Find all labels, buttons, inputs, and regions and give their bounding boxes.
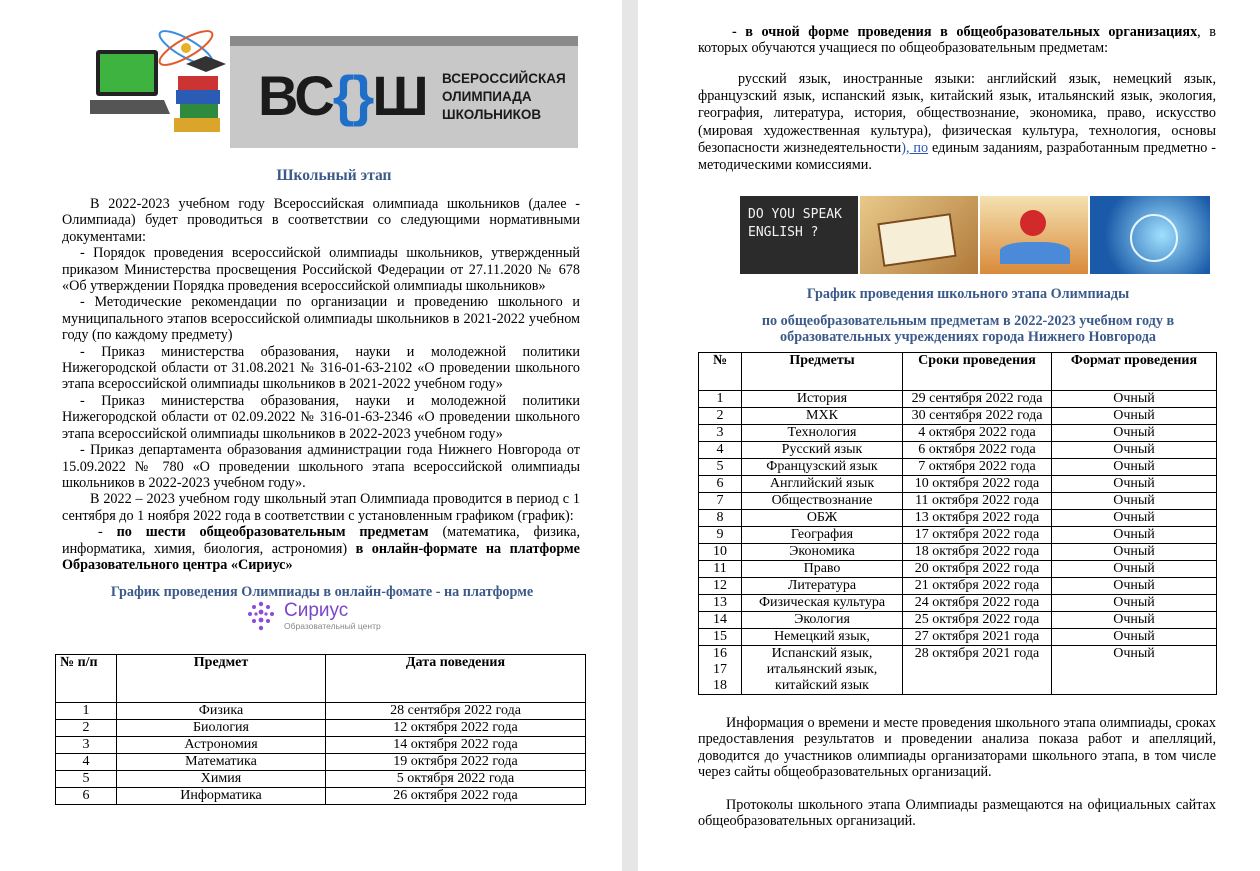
- table-row: [56, 703, 586, 720]
- table-row: [699, 425, 1217, 442]
- online-paragraph: [62, 524, 580, 573]
- online-dash: -: [98, 524, 117, 541]
- row-date: 28 октября 2021 года: [903, 646, 1052, 695]
- row-subjects-merged: [742, 646, 903, 695]
- row-date: 27 октября 2021 года: [903, 629, 1052, 646]
- row-format: Очный: [1052, 408, 1217, 425]
- table-row: [699, 459, 1217, 476]
- row-format: Очный: [1052, 425, 1217, 442]
- intro-paragraph: В 2022-2023 учебном году Всероссийская олимпиада школьников (далее - Олимпиада) будет проводиться в соответствии со следующими нормативными документами:: [62, 196, 580, 245]
- row-num: 3: [56, 737, 117, 754]
- row-num: 4: [699, 442, 742, 459]
- row-subject: Физика: [117, 703, 326, 720]
- document-page-1: [0, 0, 622, 871]
- row-subject: Химия: [117, 771, 326, 788]
- inperson-block: [698, 24, 1216, 175]
- sirius-dots-icon: [244, 600, 278, 632]
- row-date: 28 сентября 2022 года: [326, 703, 586, 720]
- row-num: 8: [699, 510, 742, 527]
- row-subject: Испанский язык,: [771, 646, 873, 661]
- row-num: 14: [699, 612, 742, 629]
- row-date: 14 октября 2022 года: [326, 737, 586, 754]
- sirius-name: Сириус: [284, 600, 349, 621]
- period-paragraph: В 2022 – 2023 учебном году школьный этап Олимпиада проводится в период с 1 сентября до 1 ноября 2022 года в соответствии с установленным графиком (график):: [62, 491, 580, 524]
- document-page-2: [638, 0, 1260, 871]
- row-num: 2: [56, 720, 117, 737]
- doc-item: - Приказ министерства образования, науки и молодежной политики Нижегородской области от 31.08.2021 № 316-01-63-2102 «О проведении школьного этапа всероссийской олимпиады школьников в 2021-2022 учебном году»: [62, 343, 580, 393]
- doc-item: - Порядок проведения всероссийской олимпиады школьников, утвержденный приказом Министерства просвещения Российской Федерации от 27.11.2020 № 678 «Об утверждении Порядка проведения всероссийской олимпиады школьников»: [62, 245, 580, 295]
- table-row: [56, 754, 586, 771]
- row-num: 6: [56, 788, 117, 805]
- row-date: 12 октября 2022 года: [326, 720, 586, 737]
- row-subject: Немецкий язык,: [742, 629, 903, 646]
- row-subject: Русский язык: [742, 442, 903, 459]
- row-subject: География: [742, 527, 903, 544]
- row-subject: МХК: [742, 408, 903, 425]
- row-subject: Обществознание: [742, 493, 903, 510]
- col-header-date: Дата поведения: [326, 655, 586, 703]
- table-row: [699, 408, 1217, 425]
- english-chalkboard-image: [740, 196, 858, 274]
- online-list: (математика, физика, информатика, химия, биология, астрономия): [62, 524, 580, 557]
- row-num: 1: [699, 391, 742, 408]
- table-row: [699, 476, 1217, 493]
- row-format: Очный: [1052, 442, 1217, 459]
- row-num: 4: [56, 754, 117, 771]
- row-subject: Английский язык: [742, 476, 903, 493]
- row-subject: итальянский язык,: [766, 662, 878, 677]
- col-header-num: №: [699, 353, 742, 391]
- row-subject: китайский язык: [775, 678, 869, 693]
- row-format: Очный: [1052, 595, 1217, 612]
- row-date: 25 октября 2022 года: [903, 612, 1052, 629]
- schedule-heading-1: График проведения школьного этапа Олимпиады: [806, 286, 1130, 302]
- table-row: [56, 720, 586, 737]
- sirius-logo: [244, 600, 414, 632]
- page-title: Школьный этап: [276, 167, 392, 184]
- doc-item: - Методические рекомендации по организации и проведению школьного и муниципального этапов всероссийской олимпиады школьников в 2021-2022 учебном году (по каждому предмету): [62, 294, 580, 344]
- row-subject: Информатика: [117, 788, 326, 805]
- doc-item: - Приказ министерства образования, науки и молодежной политики Нижегородской области от 02.09.2022 № 316-01-63-2346 «О проведении школьного этапа всероссийской олимпиады школьников в 2022-2023 учебном году»: [62, 392, 580, 442]
- row-num: 5: [56, 771, 117, 788]
- row-num: 9: [699, 527, 742, 544]
- row-num: 12: [699, 578, 742, 595]
- chalkboard-text: DO YOU SPEAK ENGLISH ?: [748, 207, 842, 240]
- row-subject: Астрономия: [117, 737, 326, 754]
- col-header-num: № п/п: [56, 655, 117, 703]
- row-date: 5 октября 2022 года: [326, 771, 586, 788]
- table-row: [56, 737, 586, 754]
- protocols-paragraph: Протоколы школьного этапа Олимпиады размещаются на официальных сайтах общеобразовательных организаций.: [698, 796, 1216, 830]
- info-paragraph: Информация о времени и месте проведения школьного этапа олимпиады, сроках предоставления результатов и проведении анализа показа работ и апелляций, доводится до участников олимпиады организаторами школьного этапа, в том числе через сайты общеобразовательных организаций.: [698, 715, 1216, 781]
- row-date: 6 октября 2022 года: [903, 442, 1052, 459]
- subjects-link[interactable]: ), по: [901, 140, 929, 156]
- banner-line-3: ШКОЛЬНИКОВ: [442, 107, 542, 122]
- row-format: Очный: [1052, 629, 1217, 646]
- row-date: 13 октября 2022 года: [903, 510, 1052, 527]
- row-format: Очный: [1052, 578, 1217, 595]
- intro-block: [62, 196, 580, 573]
- sirius-subtitle: Образовательный центр: [284, 621, 381, 631]
- row-date: 26 октября 2022 года: [326, 788, 586, 805]
- row-format: Очный: [1052, 527, 1217, 544]
- row-num: 11: [699, 561, 742, 578]
- inperson-paragraph: [698, 24, 1216, 57]
- online-schedule-table: [55, 654, 586, 805]
- table-row: [699, 544, 1217, 561]
- row-subject: Экология: [742, 612, 903, 629]
- row-num: 7: [699, 493, 742, 510]
- row-num: 17: [713, 662, 727, 677]
- row-format: Очный: [1052, 391, 1217, 408]
- row-date: 10 октября 2022 года: [903, 476, 1052, 493]
- row-date: 30 сентября 2022 года: [903, 408, 1052, 425]
- table-row: [699, 493, 1217, 510]
- row-num: 10: [699, 544, 742, 561]
- row-subject: ОБЖ: [742, 510, 903, 527]
- row-date: 18 октября 2022 года: [903, 544, 1052, 561]
- row-num: 2: [699, 408, 742, 425]
- row-num: 13: [699, 595, 742, 612]
- subjects-tail: единым заданиям, разработанным предметно - методическими комиссиями.: [698, 140, 1216, 174]
- row-subject: История: [742, 391, 903, 408]
- col-header-dates: Сроки проведения: [903, 353, 1052, 391]
- banner-line-1: ВСЕРОССИЙСКАЯ: [442, 71, 566, 86]
- inperson-schedule-table: [698, 352, 1217, 695]
- logo-part-right: Ш: [372, 64, 427, 127]
- logo-part-left: ВС: [258, 64, 333, 127]
- table-row: [699, 612, 1217, 629]
- closing-block: [698, 715, 1216, 829]
- table-row-merged: [699, 646, 1217, 695]
- col-header-subject: Предмет: [117, 655, 326, 703]
- row-num: 3: [699, 425, 742, 442]
- row-subject: Французский язык: [742, 459, 903, 476]
- row-num: 18: [713, 678, 727, 693]
- books-image: [860, 196, 978, 274]
- logo-braces: {}: [332, 64, 373, 127]
- online-schedule-heading: График проведения Олимпиады в онлайн-фомате - на платформе: [110, 584, 534, 600]
- row-subject: Экономика: [742, 544, 903, 561]
- row-subject: Математика: [117, 754, 326, 771]
- schedule-heading-2: по общеобразовательным предметам в 2022-2023 учебном году в образовательных учреждениях города Нижнего Новгорода: [761, 313, 1175, 345]
- subjects-list: русский язык, иностранные языки: английский язык, немецкий язык, французский язык, испанский язык, китайский язык, итальянский язык, экология, география, литература, история, обществознание, экономика, право, искусство (мировая художественная культура), физическая культура, технология, основы безопасности жизнедеятельности: [698, 70, 1216, 156]
- table-row: [699, 595, 1217, 612]
- row-nums-merged: [699, 646, 742, 695]
- row-format: Очный: [1052, 493, 1217, 510]
- row-format: Очный: [1052, 476, 1217, 493]
- row-subject: Литература: [742, 578, 903, 595]
- row-date: 21 октября 2022 года: [903, 578, 1052, 595]
- table-row: [699, 442, 1217, 459]
- row-date: 29 сентября 2022 года: [903, 391, 1052, 408]
- table-row: [699, 561, 1217, 578]
- row-subject: Физическая культура: [742, 595, 903, 612]
- row-subject: Технология: [742, 425, 903, 442]
- globe-tech-image: [1090, 196, 1210, 274]
- apple-books-image: [980, 196, 1088, 274]
- page-gap: [622, 0, 638, 871]
- row-date: 4 октября 2022 года: [903, 425, 1052, 442]
- table-row: [699, 391, 1217, 408]
- col-header-format: Формат проведения: [1052, 353, 1217, 391]
- row-date: 20 октября 2022 года: [903, 561, 1052, 578]
- table-row: [56, 788, 586, 805]
- table-row: [699, 527, 1217, 544]
- inperson-bold: - в очной форме проведения в общеобразовательных организациях: [732, 24, 1198, 40]
- row-subject: Право: [742, 561, 903, 578]
- table-row: [699, 629, 1217, 646]
- row-date: 11 октября 2022 года: [903, 493, 1052, 510]
- row-num: 6: [699, 476, 742, 493]
- row-date: 24 октября 2022 года: [903, 595, 1052, 612]
- schedule-rows: [699, 391, 1217, 646]
- banner-line-2: ОЛИМПИАДА: [442, 89, 532, 104]
- row-format: Очный: [1052, 612, 1217, 629]
- row-date: 17 октября 2022 года: [903, 527, 1052, 544]
- row-format: Очный: [1052, 544, 1217, 561]
- online-subjects: по шести общеобразовательным предметам: [116, 524, 429, 541]
- table-row: [699, 578, 1217, 595]
- col-header-subjects: Предметы: [742, 353, 903, 391]
- table-row: [56, 771, 586, 788]
- table-row: [699, 510, 1217, 527]
- row-format: Очный: [1052, 561, 1217, 578]
- banner-caption: [442, 70, 566, 124]
- row-num: 16: [713, 646, 727, 661]
- vsosh-logo: [258, 64, 427, 127]
- subjects-paragraph: [698, 71, 1216, 175]
- vsosh-banner: [230, 36, 578, 148]
- inperson-rest: , в которых обучаются учащиеся по общеобразовательным предметам:: [698, 24, 1217, 57]
- row-num: 1: [56, 703, 117, 720]
- row-format: Очный: [1052, 510, 1217, 527]
- row-num: 5: [699, 459, 742, 476]
- row-date: 7 октября 2022 года: [903, 459, 1052, 476]
- row-num: 15: [699, 629, 742, 646]
- online-platform: в онлайн-формате на платформе Образовательного центра «Сириус»: [62, 540, 580, 573]
- row-format: Очный: [1052, 459, 1217, 476]
- laptop-illustration: [90, 20, 228, 150]
- doc-item: - Приказ департамента образования администрации года Нижнего Новгорода от 15.09.2022 № 780 «О проведении школьного этапа всероссийской олимпиады школьников в 2022-2023 учебном году».: [62, 442, 580, 491]
- row-subject: Биология: [117, 720, 326, 737]
- row-date: 19 октября 2022 года: [326, 754, 586, 771]
- row-format: Очный: [1052, 646, 1217, 695]
